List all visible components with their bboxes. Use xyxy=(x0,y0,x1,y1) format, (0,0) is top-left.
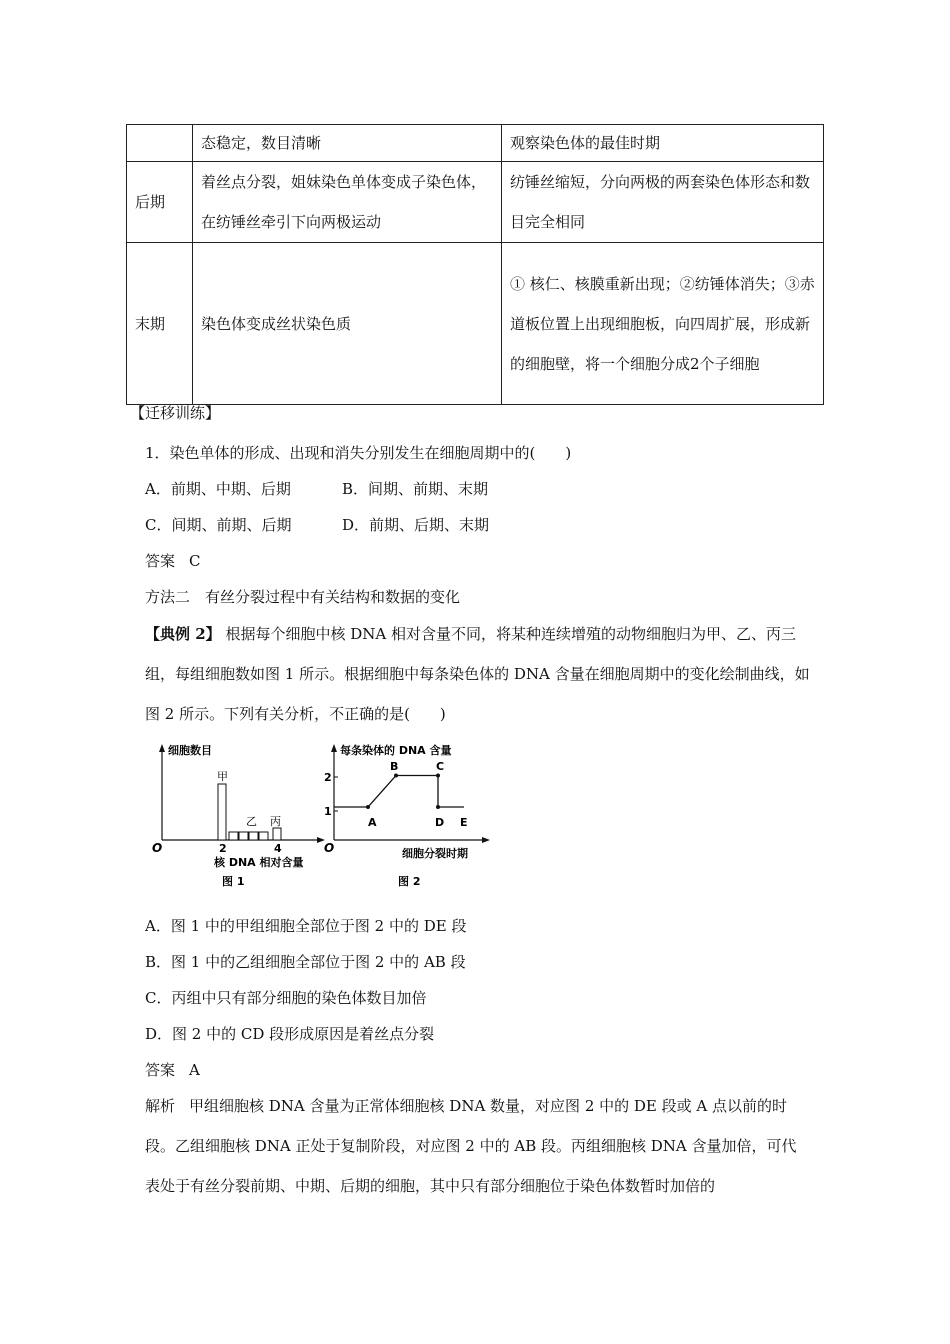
point-label-b: B xyxy=(390,760,399,773)
option-a: A．图 1 中的甲组细胞全部位于图 2 中的 DE 段 xyxy=(145,917,467,935)
question-1: 1．染色单体的形成、出现和消失分别发生在细胞周期中的( ) xyxy=(145,444,572,462)
y-tick-2: 2 xyxy=(324,771,332,784)
option-d: D．前期、后期、末期 xyxy=(342,516,490,534)
origin-label: O xyxy=(324,841,335,855)
section-heading: 【迁移训练】 xyxy=(130,404,221,422)
point-label-a: A xyxy=(368,816,377,829)
answer-line xyxy=(145,551,201,571)
bar-yi-1 xyxy=(229,832,238,840)
option-row xyxy=(145,479,489,499)
other-cell: 纺锤丝缩短，分向两极的两套染色体形态和数目完全相同 xyxy=(502,162,824,243)
bar-yi-3 xyxy=(249,832,258,840)
point-d xyxy=(436,805,440,809)
analysis-label: 解析 xyxy=(145,1097,176,1115)
answer-value: C xyxy=(189,552,201,570)
y-axis-label: 细胞数目 xyxy=(168,744,212,757)
analysis-text: 甲组细胞核 DNA 含量为正常体细胞核 DNA 数量，对应图 2 中的 DE 段或 A 点以前的时段。乙组细胞核 DNA 正处于复制阶段，对应图 2 中的 AB 段。丙组细胞核 DNA 含量加倍，可代表处于有丝分裂前期、中期、后期的细胞，其中只有部分细胞位于染色体数暂时加倍的 xyxy=(145,1097,797,1195)
other-cell: 观察染色体的最佳时期 xyxy=(502,125,824,162)
y-axis-label: 每条染体的 DNA 含量 xyxy=(340,744,452,757)
bar-yi-4 xyxy=(259,832,268,840)
x-tick-2: 2 xyxy=(219,842,227,855)
option-a: A．前期、中期、后期 xyxy=(145,480,291,498)
origin-label: O xyxy=(152,841,163,855)
y-axis-arrow-icon xyxy=(159,744,165,752)
series-line xyxy=(334,776,464,808)
phase-cell xyxy=(127,125,193,162)
group-b-label: 乙 xyxy=(246,815,257,828)
table-row xyxy=(127,243,824,405)
answer-label: 答案 xyxy=(145,552,176,570)
point-label-d: D xyxy=(435,816,445,829)
bar-jia xyxy=(218,784,226,840)
phase-cell: 末期 xyxy=(127,243,193,405)
group-a-label: 甲 xyxy=(217,770,228,783)
option-c: C．间期、前期、后期 xyxy=(145,516,292,534)
figure-1-caption: 图 1 xyxy=(222,875,245,888)
chromosome-cell: 态稳定，数目清晰 xyxy=(193,125,502,162)
option-row xyxy=(145,515,490,535)
chromosome-cell: 着丝点分裂，姐妹染色单体变成子染色体，在纺锤丝牵引下向两极运动 xyxy=(193,162,502,243)
y-tick-1: 1 xyxy=(324,805,332,818)
other-cell: ① 核仁、核膜重新出现；②纺锤体消失；③赤道板位置上出现细胞板，向四周扩展，形成新的细胞壁，将一个细胞分成2个子细胞 xyxy=(502,243,824,405)
figure-2-series xyxy=(334,774,464,810)
y-axis-arrow-icon xyxy=(331,744,337,752)
group-c-label: 丙 xyxy=(270,815,281,828)
point-a xyxy=(366,805,370,809)
option-d: D．图 2 中的 CD 段形成原因是着丝点分裂 xyxy=(145,1025,435,1043)
figure-2-chart xyxy=(320,740,495,890)
chromosome-cell: 染色体变成丝状染色质 xyxy=(193,243,502,405)
x-tick-4: 4 xyxy=(274,842,282,855)
bar-yi-2 xyxy=(239,832,248,840)
bar-bing xyxy=(273,828,281,840)
option-b: B．间期、前期、末期 xyxy=(342,480,489,498)
point-c xyxy=(436,774,440,778)
point-label-c: C xyxy=(436,760,445,773)
analysis-paragraph xyxy=(145,1086,810,1206)
x-axis-label: 核 DNA 相对含量 xyxy=(214,856,304,869)
example-label: 【典例 2】 xyxy=(145,625,221,643)
answer-line xyxy=(145,1060,200,1080)
phase-table xyxy=(126,124,824,405)
answer-value: A xyxy=(189,1061,200,1079)
option-c: C．丙组中只有部分细胞的染色体数目加倍 xyxy=(145,989,427,1007)
point-b xyxy=(394,774,398,778)
x-axis-label: 细胞分裂时期 xyxy=(402,847,468,860)
method-title: 方法二 有丝分裂过程中有关结构和数据的变化 xyxy=(145,588,461,606)
point-label-e: E xyxy=(460,816,468,829)
table-row xyxy=(127,162,824,243)
answer-label: 答案 xyxy=(145,1061,176,1079)
figure-2-caption: 图 2 xyxy=(398,875,421,888)
example-stem xyxy=(145,614,810,734)
x-axis-arrow-icon xyxy=(482,837,490,843)
phase-cell: 后期 xyxy=(127,162,193,243)
figure-1-chart xyxy=(150,740,330,890)
example-text: 根据每个细胞中核 DNA 相对含量不同，将某种连续增殖的动物细胞归为甲、乙、丙三组，每组细胞数如图 1 所示。根据细胞中每条染色体的 DNA 含量在细胞周期中的变化绘制曲线，如图 2 所示。下列有关分析，不正确的是( ) xyxy=(145,625,810,723)
option-b: B．图 1 中的乙组细胞全部位于图 2 中的 AB 段 xyxy=(145,953,466,971)
table-row xyxy=(127,125,824,162)
